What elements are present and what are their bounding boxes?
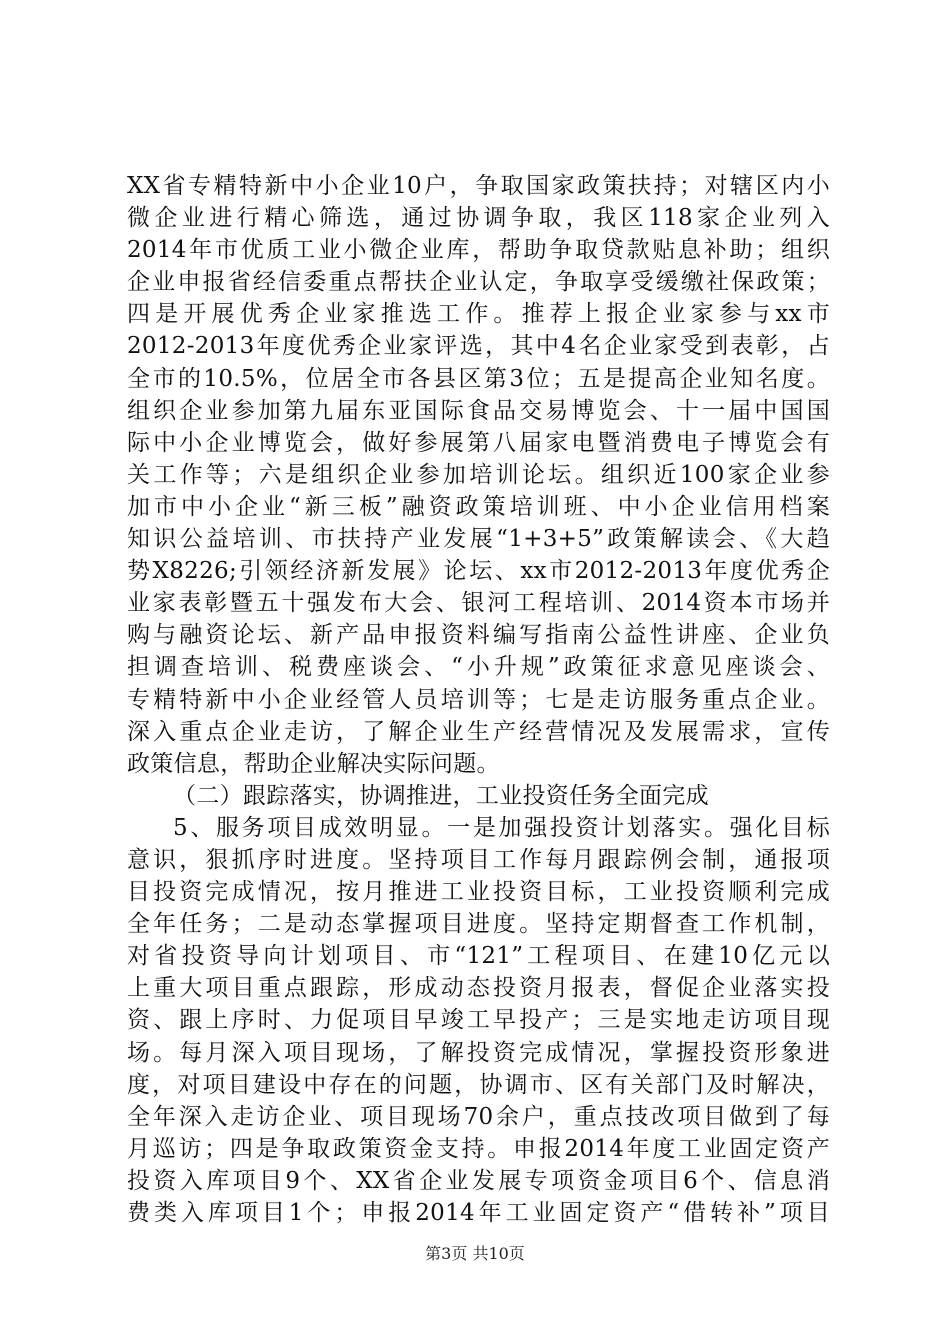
text-line: 全年深入走访企业、项目现场70余户，重点技改项目做到了每 [127, 1103, 830, 1130]
text-line: 对省投资导向计划项目、市“121”工程项目、在建10亿元以 [127, 943, 830, 970]
text-line: 投资入库项目9个、XX省企业发展专项资金项目6个、信息消 [127, 1167, 830, 1194]
text-line: 资、跟上序时、力促项目早竣工早投产；三是实地走访项目现 [127, 1007, 830, 1034]
text-line: 加市中小企业“新三板”融资政策培训班、中小企业信用档案 [127, 493, 830, 520]
text-line: 关工作等；六是组织企业参加培训论坛。组织近100家企业参 [127, 461, 830, 488]
page-footer: 第3页 共10页 [425, 1244, 525, 1263]
text-line: 购与融资论坛、新产品申报资料编写指南公益性讲座、企业负 [127, 622, 830, 649]
text-line: 度，对项目建设中存在的问题，协调市、区有关部门及时解决， [127, 1071, 830, 1098]
text-line: 月巡访；四是争取政策资金支持。申报2014年度工业固定资产 [127, 1135, 830, 1162]
text-line: 上重大项目重点跟踪，形成动态投资月报表，督促企业落实投 [127, 975, 830, 1002]
text-line: 意识，狠抓序时进度。坚持项目工作每月跟踪例会制，通报项 [127, 846, 830, 873]
text-line: 组织企业参加第九届东亚国际食品交易博览会、十一届中国国 [127, 397, 830, 424]
text-line: 业家表彰暨五十强发布大会、银河工程培训、2014资本市场并 [127, 590, 830, 617]
text-line: 目投资完成情况，按月推进工业投资目标，工业投资顺利完成 [127, 879, 830, 906]
body-text [127, 170, 830, 1229]
text-line: 专精特新中小企业经管人员培训等；七是走访服务重点企业。 [127, 686, 830, 713]
text-line: 场。每月深入项目现场，了解投资完成情况，掌握投资形象进 [127, 1039, 830, 1066]
text-line: 势X8226;引领经济新发展》论坛、xx市2012-2013年度优秀企 [127, 558, 830, 585]
text-line: 费类入库项目1个；申报2014年工业固定资产“借转补”项目 [127, 1200, 830, 1226]
text-line: XX省专精特新中小企业10户，争取国家政策扶持；对辖区内小 [127, 173, 830, 199]
text-line: 深入重点企业走访，了解企业生产经营情况及发展需求，宣传 [127, 718, 830, 745]
text-line: 企业申报省经信委重点帮扶企业认定，争取享受缓缴社保政策； [127, 269, 830, 296]
text-line: 2012-2013年度优秀企业家评选，其中4名企业家受到表彰，占 [127, 333, 830, 360]
text-line: 全年任务；二是动态掌握项目进度。坚持定期督查工作机制， [127, 911, 830, 938]
text-line: 际中小企业博览会，做好参展第八届家电暨消费电子博览会有 [127, 429, 830, 456]
text-line: 知识公益培训、市扶持产业发展“1+3+5”政策解读会、《大趋 [127, 526, 830, 553]
text-line: 四是开展优秀企业家推选工作。推荐上报企业家参与xx市 [127, 301, 830, 328]
text-line: 微企业进行精心筛选，通过协调争取，我区118家企业列入 [127, 205, 830, 232]
text-line: 2014年市优质工业小微企业库，帮助争取贷款贴息补助；组织 [127, 237, 830, 264]
text-line: 全市的10.5%，位居全市各县区第3位；五是提高企业知名度。 [127, 365, 830, 392]
text-line: 5、服务项目成效明显。一是加强投资计划落实。强化目标 [173, 814, 830, 841]
text-line: 政策信息，帮助企业解决实际问题。 [127, 750, 500, 777]
section-heading: （二）跟踪落实，协调推进，工业投资任务全面完成 [173, 782, 709, 809]
text-line: 担调查培训、税费座谈会、“小升规”政策征求意见座谈会、 [127, 654, 830, 681]
